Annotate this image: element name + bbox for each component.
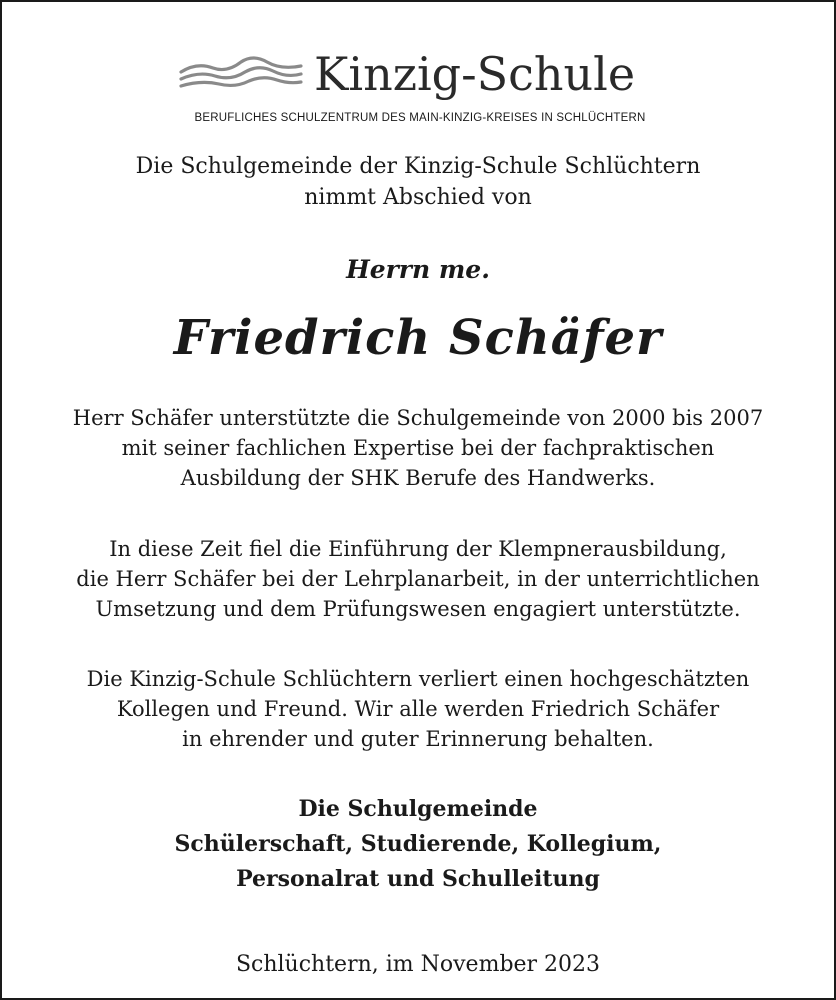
salutation: Herrn me. bbox=[346, 255, 490, 284]
paragraph-tenure bbox=[2, 403, 834, 493]
signature-block bbox=[2, 792, 834, 897]
paragraph-line: mit seiner fachlichen Expertise bei der fachpraktischen bbox=[121, 436, 715, 460]
paragraph-line: Herr Schäfer unterstützte die Schulgemeinde von 2000 bis 2007 bbox=[72, 406, 764, 430]
wave-mountains-logo-icon bbox=[179, 50, 304, 90]
intro-line: nimmt Abschied von bbox=[304, 185, 532, 210]
paragraph-contribution bbox=[2, 534, 834, 624]
paragraph-line: in ehrender und guter Erinnerung behalten. bbox=[182, 727, 654, 751]
logo-school-name: Kinzig-Schule bbox=[314, 47, 636, 101]
intro-line: Die Schulgemeinde der Kinzig-Schule Schlüchtern bbox=[135, 154, 701, 179]
paragraph-line: Die Kinzig-Schule Schlüchtern verliert einen hochgeschätzten bbox=[86, 667, 750, 691]
intro-text bbox=[2, 151, 834, 213]
paragraph-line: Kollegen und Freund. Wir alle werden Friedrich Schäfer bbox=[116, 697, 720, 721]
signature-line: Die Schulgemeinde bbox=[298, 796, 538, 822]
paragraph-line: In diese Zeit fiel die Einführung der Klempnerausbildung, bbox=[109, 537, 727, 561]
paragraph-line: die Herr Schäfer bei der Lehrplanarbeit, in der unterrichtlichen bbox=[76, 567, 760, 591]
paragraph-line: Umsetzung und dem Prüfungswesen engagiert unterstützte. bbox=[95, 597, 741, 621]
deceased-name: Friedrich Schäfer bbox=[173, 310, 663, 366]
logo-subtitle: BERUFLICHES SCHULZENTRUM DES MAIN-KINZIG-KREISES IN SCHLÜCHTERN bbox=[194, 112, 646, 124]
signature-line: Schülerschaft, Studierende, Kollegium, bbox=[174, 831, 662, 857]
place-and-date: Schlüchtern, im November 2023 bbox=[235, 952, 601, 977]
paragraph-line: Ausbildung der SHK Berufe des Handwerks. bbox=[180, 466, 656, 490]
signature-line: Personalrat und Schulleitung bbox=[236, 866, 600, 892]
school-logo bbox=[2, 42, 834, 132]
paragraph-farewell bbox=[2, 664, 834, 754]
